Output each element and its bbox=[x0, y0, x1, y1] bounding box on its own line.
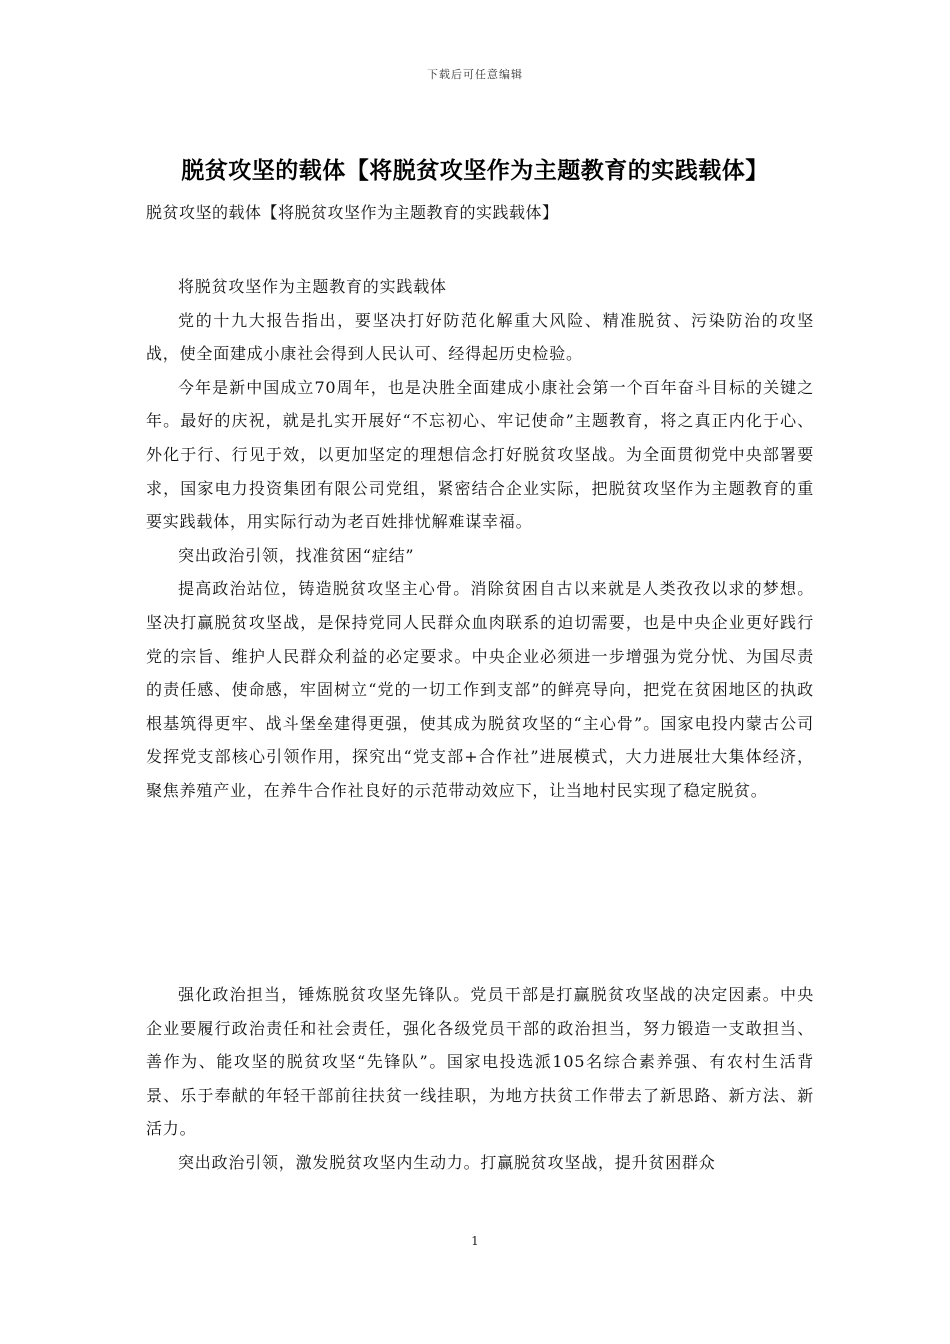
section-heading: 将脱贫攻坚作为主题教育的实践载体 bbox=[178, 277, 447, 296]
body-paragraph: 突出政治引领，激发脱贫攻坚内生动力。打赢脱贫攻坚战，提升贫困群众 bbox=[178, 1152, 716, 1172]
body-paragraph: 提高政治站位，铸造脱贫攻坚主心骨。消除贫困自古以来就是人类孜孜以求的梦想。坚决打赢脱贫攻坚战，是保持党同人民群众血肉联系的迫切需要，也是中央企业更好践行党的宗旨、维护人民群众利益的必定要求。中央企业必须进一步增强为党分忧、为国尽责的责任感、使命感，牢固树立“党的一切工作到支部”的鲜亮导向，把党在贫困地区的执政根基筑得更牢、战斗堡垒建得更强，使其成为脱贫攻坚的“主心骨”。国家电投内蒙古公司发挥党支部核心引领作用，探究出“党支部+合作社”进展模式，大力进展壮大集体经济，聚焦养殖产业，在养牛合作社良好的示范带动效应下，让当地村民实现了稳定脱贫。 bbox=[146, 579, 814, 800]
body-paragraph: 强化政治担当，锤炼脱贫攻坚先锋队。党员干部是打赢脱贫攻坚战的决定因素。中央企业要履行政治责任和社会责任，强化各级党员干部的政治担当，努力锻造一支敢担当、善作为、能攻坚的脱贫攻坚“先锋队”。国家电投选派105名综合素养强、有农村生活背景、乐于奉献的年轻干部前往扶贫一线挂职，为地方扶贫工作带去了新思路、新方法、新活力。 bbox=[146, 985, 814, 1139]
body-section-continued bbox=[146, 978, 814, 1180]
page-header-note: 下载后可任意编辑 bbox=[427, 68, 523, 81]
body-section-main bbox=[146, 270, 814, 808]
body-paragraph: 今年是新中国成立70周年，也是决胜全面建成小康社会第一个百年奋斗目标的关键之年。最好的庆祝，就是扎实开展好“不忘初心、牢记使命”主题教育，将之真正内化于心、外化于行、行见于效，以更加坚定的理想信念打好脱贫攻坚战。为全面贯彻党中央部署要求，国家电力投资集团有限公司党组，紧密结合企业实际，把脱贫攻坚作为主题教育的重要实践载体，用实际行动为老百姓排忧解难谋幸福。 bbox=[146, 377, 814, 532]
page-number: 1 bbox=[471, 1234, 479, 1248]
body-paragraph: 党的十九大报告指出，要坚决打好防范化解重大风险、精准脱贫、污染防治的攻坚战，使全面建成小康社会得到人民认可、经得起历史检验。 bbox=[146, 310, 814, 364]
section-heading: 突出政治引领，找准贫困“症结” bbox=[178, 545, 415, 565]
document-subtitle: 脱贫攻坚的载体【将脱贫攻坚作为主题教育的实践载体】 bbox=[146, 203, 559, 222]
document-title: 脱贫攻坚的载体【将脱贫攻坚作为主题教育的实践载体】 bbox=[181, 157, 769, 184]
